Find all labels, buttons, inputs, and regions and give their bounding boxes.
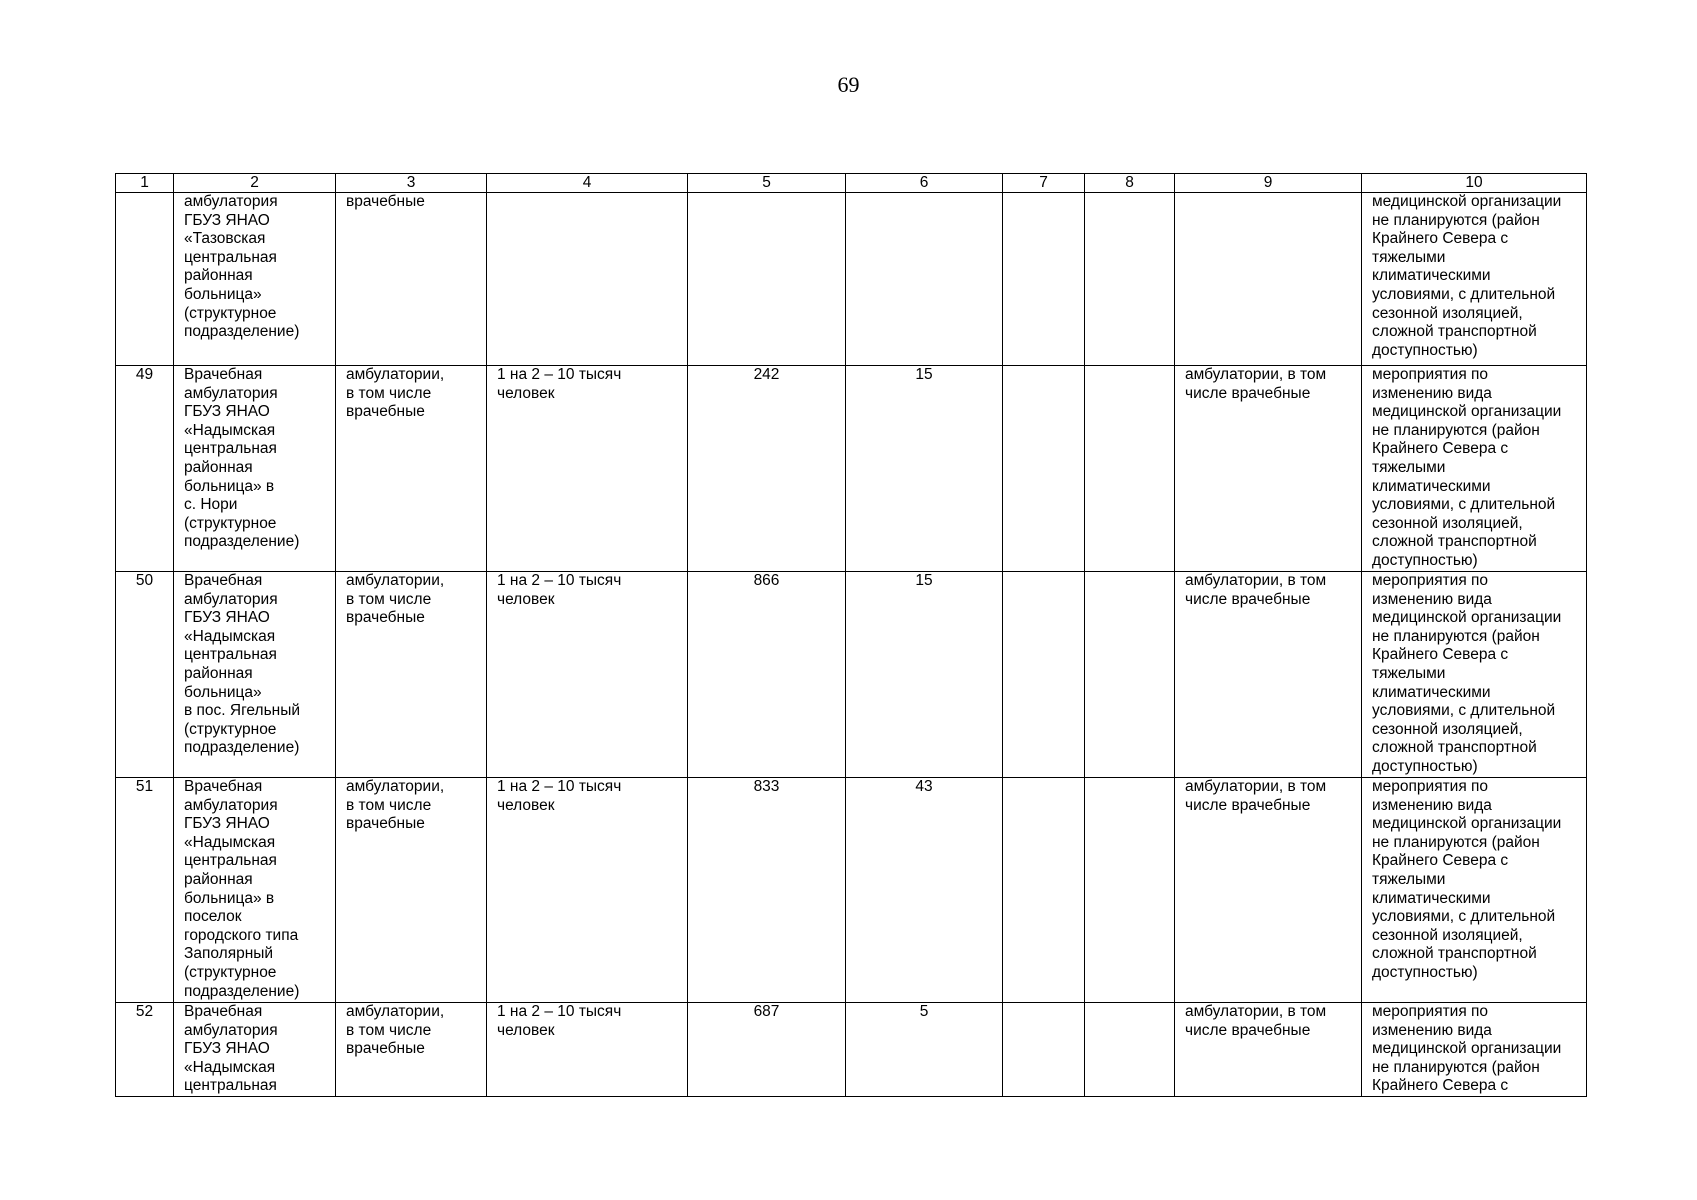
cell-col6 [846, 193, 1003, 366]
cell-norm [487, 193, 688, 366]
cell-text: 52 [135, 1003, 154, 1020]
cell-text: амбулатории, в том числе врачебные [1185, 572, 1327, 608]
cell-text: 687 [753, 1003, 780, 1020]
cell-organization [174, 1003, 336, 1097]
cell-type [336, 366, 487, 572]
cell-col8 [1085, 366, 1175, 572]
cell-col5 [688, 778, 846, 1003]
cell-type [336, 1003, 487, 1097]
column-header: 3 [336, 174, 487, 193]
cell-measures [1362, 193, 1587, 366]
cell-text: амбулатории, в том числе врачебные [346, 572, 445, 627]
cell-text: 1 на 2 – 10 тысяч человек [497, 366, 622, 402]
cell-number [116, 1003, 174, 1097]
column-header: 5 [688, 174, 846, 193]
cell-col9 [1175, 193, 1362, 366]
cell-type [336, 193, 487, 366]
cell-organization [174, 366, 336, 572]
cell-text: амбулатории, в том числе врачебные [346, 366, 445, 421]
table-row [116, 778, 1587, 1003]
cell-text: Врачебная амбулатория ГБУЗ ЯНАО «Надымская центральная районная больница» в поселок городского типа Заполярный (структурное подразделение) [184, 778, 300, 1000]
cell-type [336, 572, 487, 778]
cell-number [116, 193, 174, 366]
cell-norm [487, 778, 688, 1003]
cell-text: 242 [753, 366, 780, 383]
cell-col7 [1003, 572, 1085, 778]
cell-text: амбулатории, в том числе врачебные [1185, 1003, 1327, 1039]
cell-col7 [1003, 778, 1085, 1003]
cell-measures [1362, 366, 1587, 572]
cell-col5 [688, 1003, 846, 1097]
cell-text: медицинской организации не планируются (район Крайнего Севера с тяжелыми климатическими условиями, с длительной сезонной изоляцией, сложной транспортной доступностью) [1372, 193, 1562, 359]
cell-organization [174, 193, 336, 366]
cell-col6 [846, 572, 1003, 778]
column-header: 7 [1003, 174, 1085, 193]
cell-text: 1 на 2 – 10 тысяч человек [497, 572, 622, 608]
cell-text: мероприятия по изменению вида медицинской организации не планируются (район Крайнего Севера с тяжелыми климатическими условиями, с длительной сезонной изоляцией, сложной транспортной доступностью) [1372, 778, 1562, 981]
cell-text: 49 [135, 366, 154, 383]
cell-text: 1 на 2 – 10 тысяч человек [497, 1003, 622, 1039]
cell-text: амбулатория ГБУЗ ЯНАО «Тазовская центральная районная больница» (структурное подразделение) [184, 193, 300, 341]
cell-col9 [1175, 366, 1362, 572]
cell-col8 [1085, 572, 1175, 778]
column-header: 6 [846, 174, 1003, 193]
cell-measures [1362, 572, 1587, 778]
cell-col5 [688, 366, 846, 572]
column-header: 8 [1085, 174, 1175, 193]
table-row [116, 572, 1587, 778]
cell-text: мероприятия по изменению вида медицинской организации не планируются (район Крайнего Севера с тяжелыми климатическими условиями, с длительной сезонной изоляцией, сложной транспортной доступностью) [1372, 366, 1562, 569]
column-header: 10 [1362, 174, 1587, 193]
table-row [116, 1003, 1587, 1097]
cell-text: 43 [915, 778, 933, 795]
cell-col8 [1085, 193, 1175, 366]
cell-organization [174, 572, 336, 778]
cell-text: Врачебная амбулатория ГБУЗ ЯНАО «Надымская центральная [184, 1003, 278, 1095]
cell-measures [1362, 778, 1587, 1003]
cell-col6 [846, 778, 1003, 1003]
cell-text: амбулатории, в том числе врачебные [1185, 778, 1327, 814]
cell-text: 51 [135, 778, 154, 795]
column-header: 2 [174, 174, 336, 193]
cell-col6 [846, 366, 1003, 572]
cell-text: 50 [135, 572, 154, 589]
cell-text: Врачебная амбулатория ГБУЗ ЯНАО «Надымская центральная районная больница» в с. Нори (структурное подразделение) [184, 366, 300, 551]
table-row [116, 193, 1587, 366]
cell-organization [174, 778, 336, 1003]
data-table [115, 173, 1587, 1097]
cell-text: мероприятия по изменению вида медицинской организации не планируются (район Крайнего Севера с [1372, 1003, 1562, 1095]
cell-col8 [1085, 1003, 1175, 1097]
cell-text: амбулатории, в том числе врачебные [1185, 366, 1327, 402]
cell-text: 1 на 2 – 10 тысяч человек [497, 778, 622, 814]
table-row [116, 366, 1587, 572]
page-number: 69 [837, 72, 860, 97]
cell-number [116, 778, 174, 1003]
cell-text: 866 [753, 572, 780, 589]
cell-text: 15 [915, 366, 933, 383]
cell-col7 [1003, 193, 1085, 366]
cell-norm [487, 1003, 688, 1097]
cell-text: амбулатории, в том числе врачебные [346, 1003, 445, 1058]
cell-norm [487, 572, 688, 778]
cell-col9 [1175, 778, 1362, 1003]
column-header: 4 [487, 174, 688, 193]
cell-norm [487, 366, 688, 572]
cell-col9 [1175, 1003, 1362, 1097]
cell-text: мероприятия по изменению вида медицинской организации не планируются (район Крайнего Севера с тяжелыми климатическими условиями, с длительной сезонной изоляцией, сложной транспортной доступностью) [1372, 572, 1562, 775]
cell-number [116, 366, 174, 572]
cell-measures [1362, 1003, 1587, 1097]
column-header: 9 [1175, 174, 1362, 193]
cell-text: 833 [753, 778, 780, 795]
cell-col6 [846, 1003, 1003, 1097]
cell-col8 [1085, 778, 1175, 1003]
cell-col7 [1003, 366, 1085, 572]
cell-text: 15 [915, 572, 933, 589]
header-row [116, 174, 1587, 193]
cell-text: врачебные [346, 193, 425, 210]
cell-col7 [1003, 1003, 1085, 1097]
cell-col5 [688, 193, 846, 366]
cell-text: Врачебная амбулатория ГБУЗ ЯНАО «Надымская центральная районная больница» в пос. Ягельный (структурное подразделение) [184, 572, 301, 757]
cell-text: амбулатории, в том числе врачебные [346, 778, 445, 833]
cell-col5 [688, 572, 846, 778]
cell-number [116, 572, 174, 778]
cell-type [336, 778, 487, 1003]
cell-text: 5 [919, 1003, 929, 1020]
cell-col9 [1175, 572, 1362, 778]
column-header: 1 [116, 174, 174, 193]
